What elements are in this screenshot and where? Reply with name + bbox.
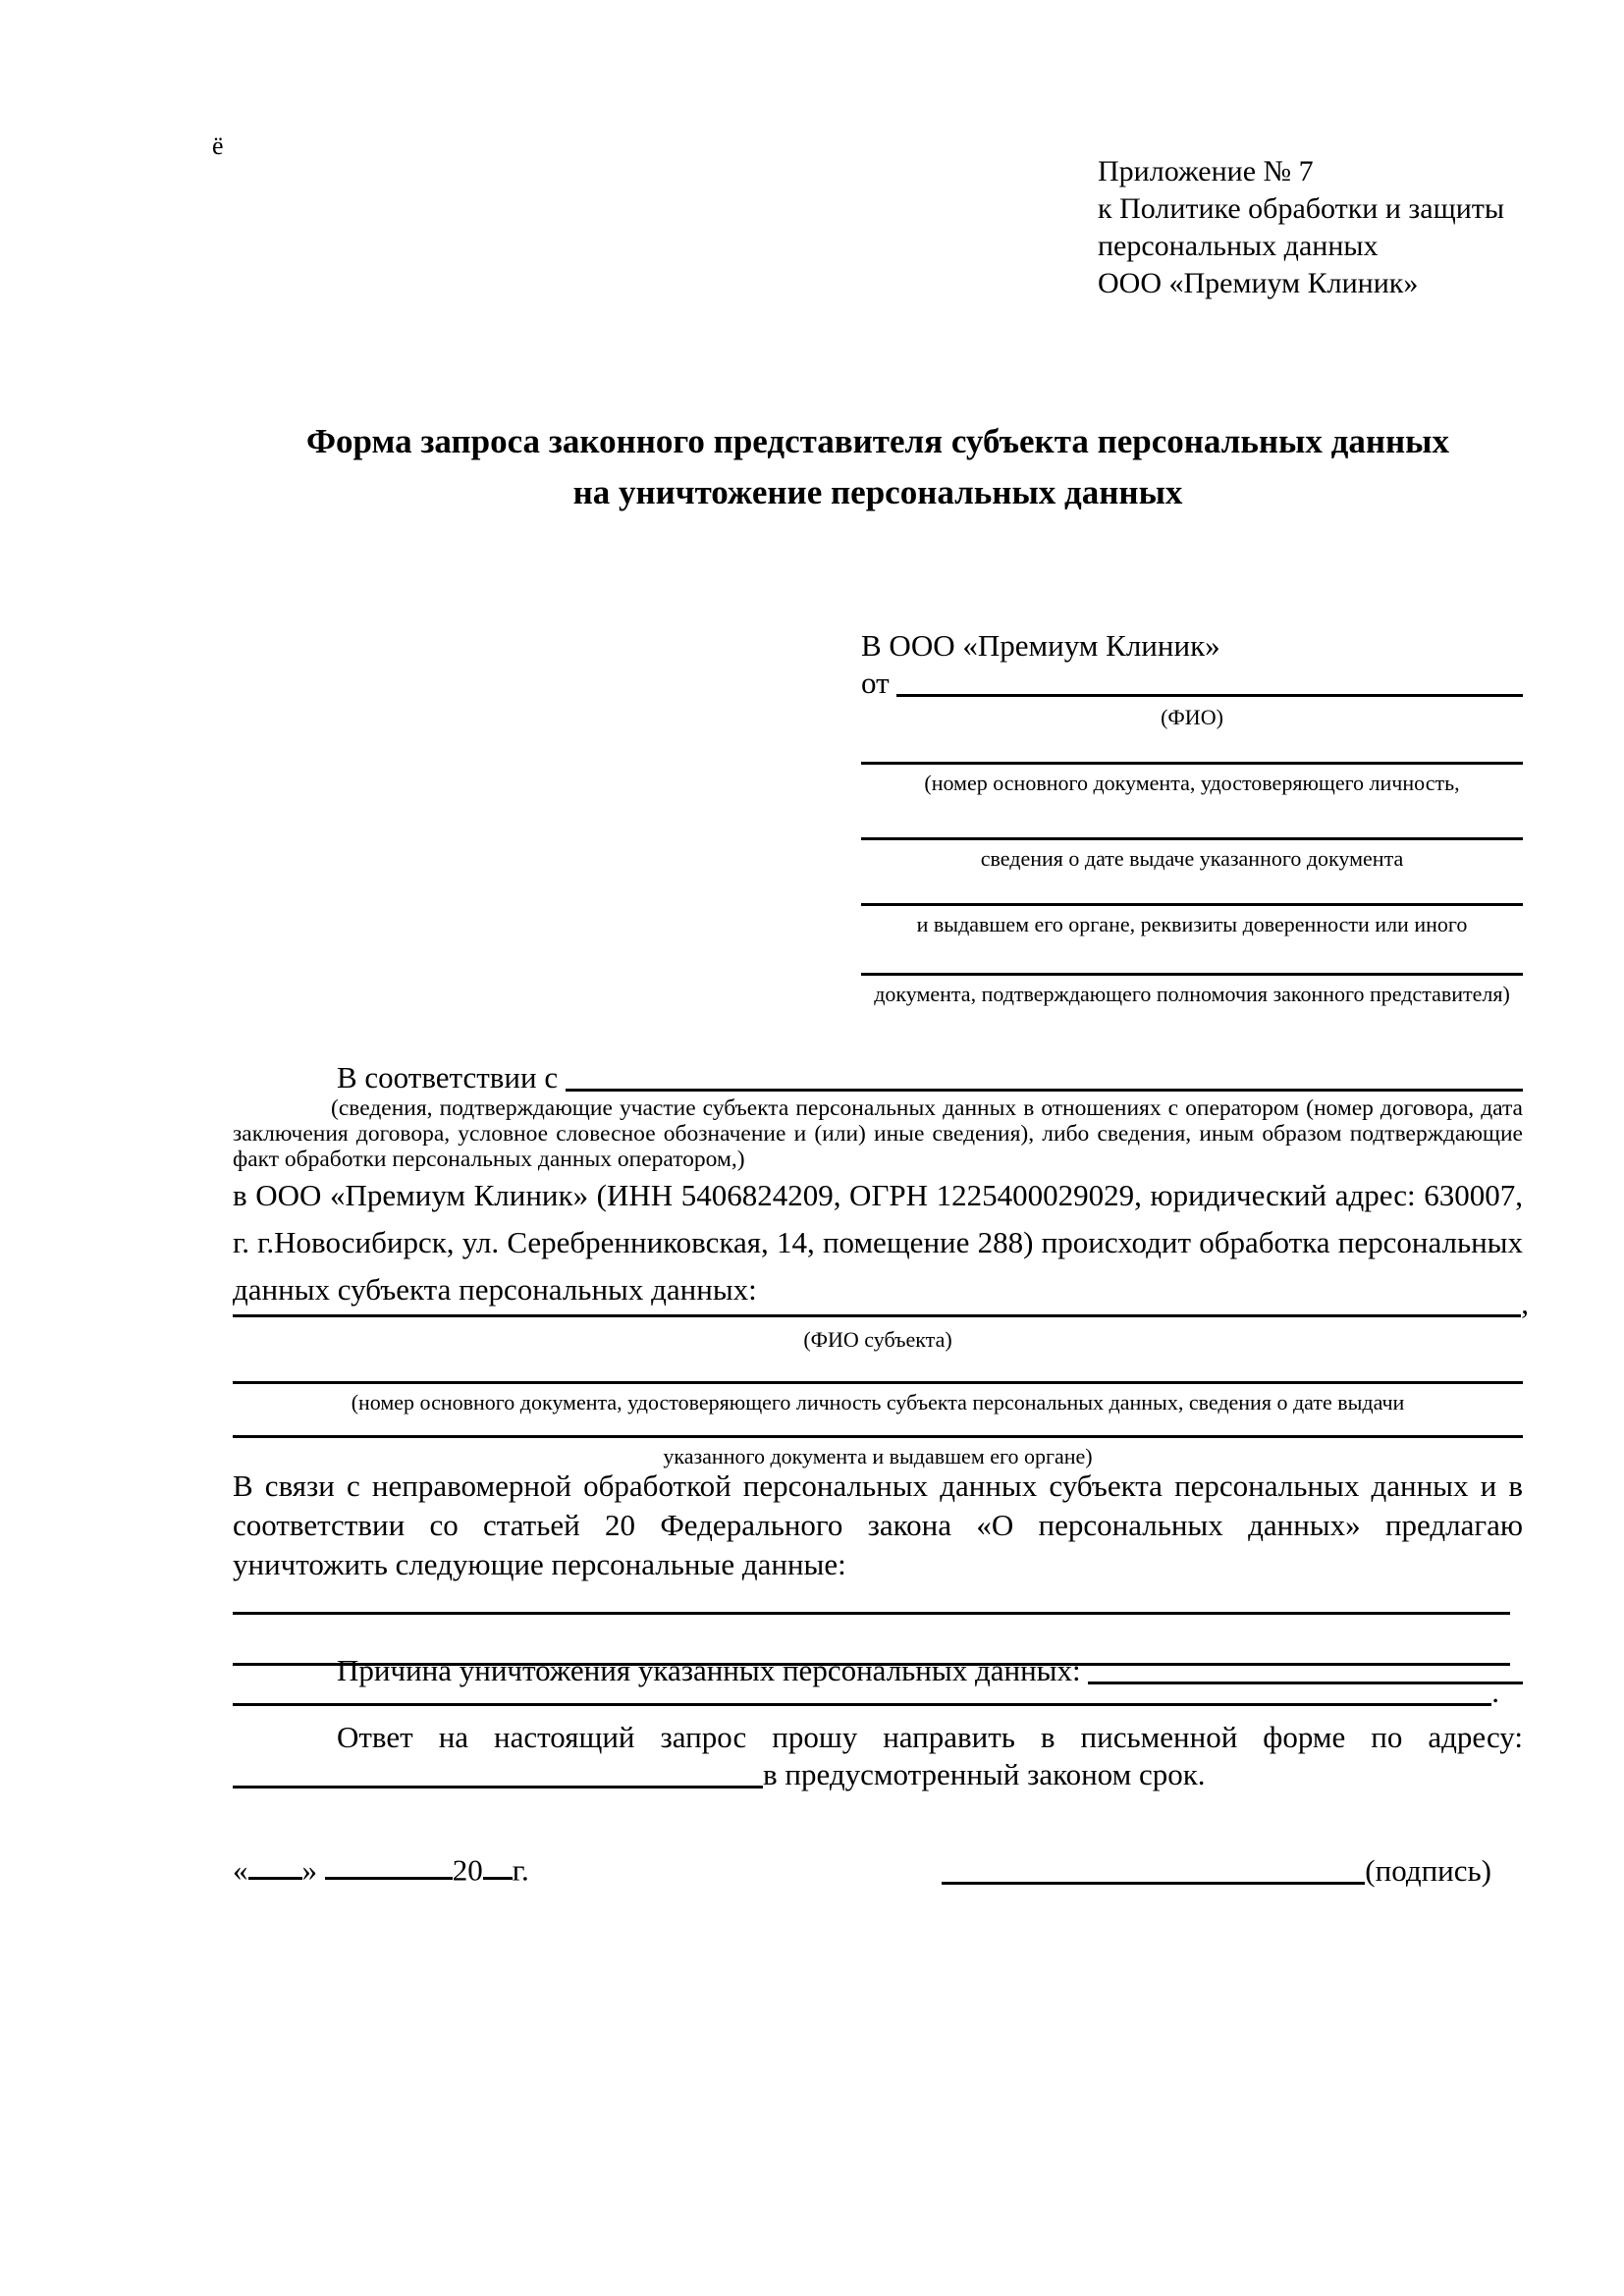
date-row (233, 1851, 529, 1888)
authority-doc-field-line (861, 973, 1523, 976)
operator-paragraph: в ООО «Премиум Клиник» (ИНН 5406824209, ОГРН 1225400029029, юридический адрес: 630007, г. г.Новосибирск, ул. Серебренниковская, 14, помещение 288) происходит обработка персональных данных субъекта персональных данных: (233, 1178, 1523, 1307)
subject-fio-caption: (ФИО субъекта) (803, 1327, 952, 1352)
demand-paragraph: В связи с неправомерной обработкой персональных данных субъекта персональных данных и в соответствии со статьей 20 Федерального закона «О персональных данных» предлагаю уничтожить следующие персональные данные: (233, 1468, 1523, 1581)
signature-caption: (подпись) (1365, 1853, 1491, 1888)
authority-doc-caption: документа, подтверждающего полномочия законного представителя) (874, 982, 1510, 1006)
accordance-note: (сведения, подтверждающие участие субъекта персональных данных в отношениях с оператором (номер договора, дата заключения договора, условное словесное обозначение и (или) иные сведения), либо сведения, иным образом подтверждающие факт обработки персональных данных оператором,) (233, 1095, 1523, 1172)
addressee-block (861, 628, 1523, 1007)
date-month-field-line (325, 1851, 453, 1880)
reason-field-line-2 (233, 1703, 1491, 1706)
accordance-field-line (566, 1089, 1523, 1092)
from-name-field-line (896, 694, 1523, 697)
doc-issue-date-caption: сведения о дате выдаче указанного документа (980, 846, 1404, 871)
date-quote-close: » (301, 1852, 317, 1888)
from-row (861, 666, 1523, 701)
date-year-suffix: г. (512, 1852, 529, 1888)
accordance-label: В соответствии с (337, 1060, 566, 1095)
fio-caption: (ФИО) (1161, 705, 1223, 729)
page-title-line-2: на уничтожение персональных данных (572, 473, 1183, 511)
reply-address-field-line (233, 1760, 763, 1789)
doc-issuer-field-line (861, 903, 1523, 906)
date-year-prefix: 20 (452, 1852, 483, 1888)
subject-doc-caption-1: (номер основного документа, удостоверяющего личность субъекта персональных данных, сведения о дате выдачи (351, 1390, 1405, 1415)
subject-fio-row (233, 1286, 1529, 1321)
reason-label: Причина уничтожения указанных персональных данных: (337, 1653, 1089, 1687)
date-year-field-line (483, 1851, 513, 1880)
representative-doc-caption: (номер основного документа, удостоверяющего личность, (924, 771, 1460, 795)
appendix-header-line: Приложение № 7 (1098, 155, 1314, 187)
subject-fio-field-line (233, 1314, 1521, 1317)
signature-field-line (942, 1882, 1365, 1885)
page-title-line-1: Форма запроса законного представителя субъекта персональных данных (306, 422, 1449, 460)
signature-row (942, 1851, 1491, 1889)
accordance-row (233, 1058, 1523, 1095)
data-to-destroy-field-line-1 (233, 1612, 1510, 1615)
reply-address-row (233, 1759, 1523, 1792)
date-quote-open: « (233, 1852, 248, 1888)
subject-doc-issuer-field-line (233, 1435, 1523, 1438)
appendix-header (1098, 153, 1559, 302)
reply-tail-text: в предусмотренный законом срок. (763, 1757, 1206, 1791)
subject-doc-field-line (233, 1381, 1523, 1384)
reply-paragraph: Ответ на настоящий запрос прошу направить в письменной форме по адресу: (337, 1720, 1523, 1754)
doc-issue-date-field-line (861, 837, 1523, 840)
doc-issuer-caption: и выдавшем его органе, реквизиты доверенности или иного (916, 912, 1468, 936)
page-title (233, 416, 1523, 518)
from-label: от (861, 666, 897, 700)
representative-doc-field-line (861, 762, 1523, 765)
sentence-period: . (1491, 1675, 1499, 1709)
appendix-header-line: ООО «Премиум Клиник» (1098, 267, 1419, 299)
reason-continuation-row (233, 1675, 1499, 1710)
subject-fio-comma: , (1521, 1286, 1529, 1320)
date-day-field-line (248, 1851, 302, 1880)
appendix-header-line: к Политике обработки и защиты (1098, 192, 1505, 225)
addressee-to: В ООО «Премиум Клиник» (861, 628, 1220, 663)
appendix-header-line: персональных данных (1098, 230, 1379, 262)
stray-character: ё (212, 132, 224, 160)
subject-doc-caption-2: указанного документа и выдавшем его органе) (663, 1444, 1093, 1468)
